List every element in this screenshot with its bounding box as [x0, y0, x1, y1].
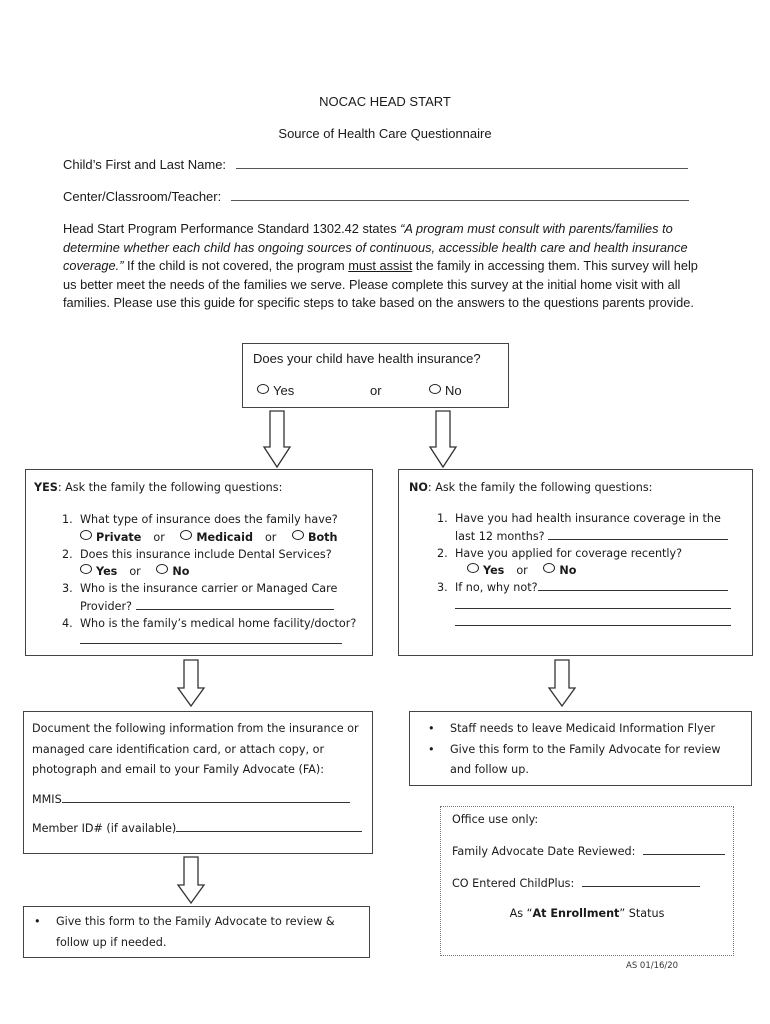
member-id-field[interactable]	[32, 819, 364, 840]
applied-options	[409, 562, 752, 579]
why-not-line-2	[409, 597, 752, 614]
down-arrow-icon	[428, 411, 458, 469]
question-text: Who is the insurance carrier or Managed Care	[80, 582, 338, 596]
down-arrow-icon	[547, 660, 577, 710]
yes-question-4	[34, 615, 372, 632]
childplus-entered-label: CO Entered ChildPlus:	[452, 877, 575, 890]
radio-icon[interactable]	[80, 564, 92, 574]
no-step-bullet: • Staff needs to leave Medicaid Information Flyer	[418, 719, 743, 740]
status-bold: At Enrollment	[532, 907, 620, 920]
down-arrow-icon	[176, 857, 206, 907]
main-yes-label: Yes	[273, 383, 295, 398]
option-label: Yes	[96, 565, 118, 579]
or-text: or	[153, 530, 165, 544]
intro-emphasis: must assist	[348, 258, 413, 273]
insurance-type-options	[34, 529, 372, 546]
yes-heading	[34, 479, 372, 496]
no-question-1	[409, 510, 752, 527]
option-label: Medicaid	[196, 530, 253, 544]
member-id-label: Member ID# (if available)	[32, 822, 177, 835]
fa-date-reviewed-input[interactable]	[643, 843, 725, 855]
or-text: or	[264, 530, 277, 544]
office-use-title: Office use only:	[452, 813, 539, 826]
radio-icon[interactable]	[292, 530, 304, 540]
fa-date-reviewed-field[interactable]	[452, 843, 733, 858]
revision-code: AS 01/16/20	[626, 961, 679, 971]
form-title: Source of Health Care Questionnaire	[278, 126, 492, 141]
question-number: 3.	[437, 581, 448, 595]
question-number: 3.	[62, 582, 73, 596]
medical-home-input[interactable]	[80, 632, 342, 644]
or-text: or	[516, 564, 528, 578]
child-name-field[interactable]	[63, 157, 688, 172]
option-private[interactable]	[80, 531, 141, 544]
child-name-label: Child’s First and Last Name:	[63, 157, 227, 172]
yes-questions-box	[25, 469, 373, 656]
question-text: Have you had health insurance coverage in the	[455, 512, 721, 526]
question-text: last 12 months?	[455, 529, 545, 543]
status-pre: As “	[509, 907, 533, 920]
child-name-input[interactable]	[236, 158, 688, 169]
why-not-input[interactable]	[538, 579, 728, 591]
option-label: Private	[96, 530, 142, 544]
option-label: Both	[307, 530, 338, 544]
option-applied-yes[interactable]	[467, 564, 504, 577]
radio-icon[interactable]	[467, 563, 479, 573]
radio-icon[interactable]	[180, 530, 192, 540]
yes-question-3	[34, 580, 372, 597]
radio-icon[interactable]	[429, 384, 441, 394]
option-medicaid[interactable]	[180, 531, 253, 544]
why-not-line-3	[409, 614, 752, 631]
status-post: ” Status	[619, 907, 665, 920]
fa-date-reviewed-label: Family Advocate Date Reviewed:	[452, 845, 636, 858]
yes-heading-bold: YES	[34, 481, 58, 494]
no-questions-box	[398, 469, 753, 656]
yes-heading-rest: : Ask the family the following questions:	[57, 481, 283, 494]
mmis-label: MMIS	[32, 792, 62, 806]
why-not-input-3[interactable]	[455, 614, 731, 626]
office-use-box	[440, 806, 734, 956]
question-number: 2.	[437, 546, 448, 560]
question-text: Provider?	[80, 599, 132, 613]
radio-icon[interactable]	[543, 563, 555, 573]
main-question-box	[242, 343, 509, 408]
yes-step-bullet: • Give this form to the Family Advocate to review & follow up if needed.	[24, 912, 361, 953]
question-number: 1.	[62, 513, 73, 527]
why-not-input-2[interactable]	[455, 597, 731, 609]
main-yes-option[interactable]	[257, 383, 294, 398]
no-heading-bold: NO	[409, 481, 428, 494]
down-arrow-icon	[176, 660, 206, 710]
no-steps-box	[409, 711, 752, 786]
main-no-option[interactable]	[429, 383, 462, 398]
document-info-box	[23, 711, 373, 854]
childplus-entered-field[interactable]	[452, 875, 733, 890]
yes-steps-box	[23, 906, 370, 958]
no-heading	[409, 479, 752, 496]
childplus-entered-input[interactable]	[582, 875, 700, 887]
main-question-text: Does your child have health insurance?	[253, 351, 481, 366]
dental-options	[34, 563, 372, 580]
mmis-field[interactable]	[32, 790, 364, 811]
intro-mid: If the child is not covered, the program	[123, 258, 349, 273]
question-number: 4.	[62, 617, 73, 631]
yes-question-1	[34, 511, 372, 528]
carrier-line	[34, 598, 372, 615]
enrollment-status	[452, 907, 733, 920]
option-label: No	[559, 564, 577, 578]
option-dental-no[interactable]	[156, 565, 189, 578]
question-text: Does this insurance include Dental Services?	[80, 547, 332, 561]
organization-title: NOCAC HEAD START	[319, 94, 451, 109]
no-heading-rest: : Ask the family the following questions:	[427, 481, 653, 494]
intro-lead: Head Start Program Performance Standard 1302.42 states	[63, 221, 401, 236]
center-classroom-field[interactable]	[63, 189, 689, 204]
question-text: Have you applied for coverage recently?	[455, 546, 683, 560]
question-text: What type of insurance does the family have?	[80, 513, 338, 527]
question-number: 1.	[437, 512, 448, 526]
option-applied-no[interactable]	[543, 564, 576, 577]
down-arrow-icon	[262, 411, 292, 469]
coverage-12mo-line	[409, 528, 752, 545]
no-step-bullet: • Give this form to the Family Advocate for review and follow up.	[418, 740, 743, 781]
main-no-label: No	[445, 383, 462, 398]
coverage-12mo-input[interactable]	[548, 528, 728, 540]
option-both[interactable]	[292, 531, 338, 544]
or-text: or	[129, 565, 141, 579]
center-classroom-label: Center/Classroom/Teacher:	[63, 189, 222, 204]
yes-question-2	[34, 546, 372, 563]
radio-icon[interactable]	[156, 564, 168, 574]
radio-icon[interactable]	[80, 530, 92, 540]
option-dental-yes[interactable]	[80, 565, 117, 578]
mmis-input[interactable]	[62, 791, 350, 803]
no-question-2	[409, 545, 752, 562]
radio-icon[interactable]	[257, 384, 269, 394]
intro-paragraph	[63, 220, 713, 313]
option-label: No	[172, 565, 190, 579]
question-number: 2.	[62, 547, 73, 561]
main-or-text: or	[370, 383, 382, 398]
carrier-input[interactable]	[136, 598, 334, 610]
document-instructions: Document the following information from the insurance or managed care identification card, or attach copy, or photograph and email to your Family Advocate (FA):	[32, 722, 359, 776]
intro-quote: “A program must consult with parents/families to determine whether each child has ongoing sources of continuous, accessible health care and health insurance coverage.”	[63, 221, 688, 273]
question-text: Who is the family’s medical home facility/doctor?	[80, 617, 357, 631]
question-text: If no, why not?	[455, 581, 538, 595]
intro-tail: the family in accessing them. This survey will help us better meet the needs of the families we serve. Please complete this survey at the initial home visit with all families. Please use this guide for specific steps to take based on the answers to the questions parents provide.	[63, 258, 698, 310]
option-label: Yes	[483, 564, 505, 578]
medical-home-line	[34, 632, 372, 649]
no-question-3	[409, 579, 752, 596]
center-classroom-input[interactable]	[231, 190, 689, 201]
member-id-input[interactable]	[176, 820, 362, 832]
